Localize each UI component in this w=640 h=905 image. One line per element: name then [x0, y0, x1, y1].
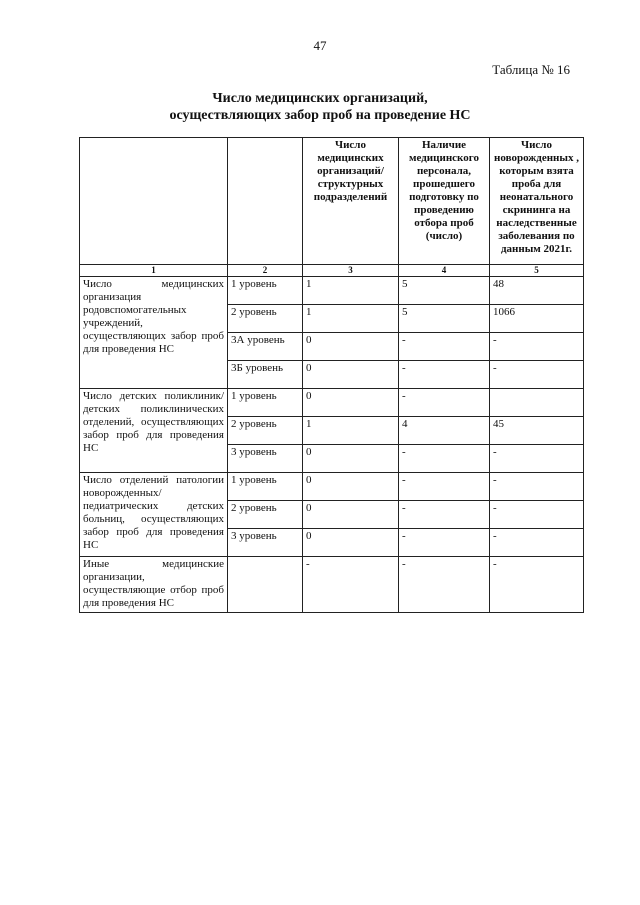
level-cell: 3 уровень [228, 529, 303, 557]
level-cell: 2 уровень [228, 305, 303, 333]
org-type-cell: Иные медицинские организации, осуществляющие отбор проб для проведения НС [80, 557, 228, 613]
table-row [80, 473, 584, 501]
level-cell: 3 уровень [228, 445, 303, 473]
table-row [80, 557, 584, 613]
value-cell: 48 [490, 277, 584, 305]
header-cell: Число новорожденных , которым взята проба для неонатального скрининга на наследственные заболевания по данным 2021г. [490, 138, 584, 265]
value-cell: - [490, 529, 584, 557]
value-cell: - [399, 501, 490, 529]
value-cell: 0 [303, 501, 399, 529]
page-number: 47 [313, 38, 327, 53]
value-cell: 0 [303, 529, 399, 557]
value-cell: 0 [303, 445, 399, 473]
value-cell: 0 [303, 389, 399, 417]
value-cell: 45 [490, 417, 584, 445]
value-cell: 0 [303, 361, 399, 389]
table-title-line-1: Число медицинских организаций, [212, 91, 428, 106]
header-cell [228, 138, 303, 265]
value-cell: - [399, 333, 490, 361]
level-cell: 1 уровень [228, 389, 303, 417]
table-row [80, 277, 584, 305]
value-cell: - [490, 333, 584, 361]
value-cell: 5 [399, 305, 490, 333]
value-cell: - [399, 445, 490, 473]
value-cell: - [490, 361, 584, 389]
value-cell: - [490, 557, 584, 613]
value-cell: 0 [303, 473, 399, 501]
header-row [80, 138, 584, 265]
value-cell: - [399, 557, 490, 613]
value-cell: 1 [303, 305, 399, 333]
org-type-cell: Число медицинских организация родовспомогательных учреждений, осуществляющих забор проб для проведения НС [80, 277, 228, 389]
header-cell [80, 138, 228, 265]
level-cell: 2 уровень [228, 417, 303, 445]
column-number: 1 [80, 265, 228, 277]
value-cell: - [490, 501, 584, 529]
column-number: 5 [490, 265, 584, 277]
level-cell [228, 557, 303, 613]
value-cell: - [490, 473, 584, 501]
level-cell: 2 уровень [228, 501, 303, 529]
level-cell: 3А уровень [228, 333, 303, 361]
value-cell: 0 [303, 333, 399, 361]
level-cell: 1 уровень [228, 473, 303, 501]
header-cell: Число медицинских организаций/ структурных подразделений [303, 138, 399, 265]
value-cell: - [490, 445, 584, 473]
level-cell: 1 уровень [228, 277, 303, 305]
column-number: 2 [228, 265, 303, 277]
column-number: 4 [399, 265, 490, 277]
value-cell: - [399, 389, 490, 417]
table-title [60, 90, 580, 124]
value-cell: 4 [399, 417, 490, 445]
table-label: Таблица № 16 [492, 62, 570, 77]
value-cell: 1 [303, 417, 399, 445]
table-row [80, 389, 584, 417]
value-cell: 1066 [490, 305, 584, 333]
value-cell: - [399, 529, 490, 557]
value-cell: - [303, 557, 399, 613]
column-number: 3 [303, 265, 399, 277]
level-cell: 3Б уровень [228, 361, 303, 389]
data-table [79, 137, 584, 613]
value-cell: - [399, 361, 490, 389]
org-type-cell: Число отделений патологии новорожденных/педиатрических детских больниц, осуществляющих забор проб для проведения НС [80, 473, 228, 557]
value-cell: - [399, 473, 490, 501]
value-cell [490, 389, 584, 417]
column-number-row [80, 265, 584, 277]
value-cell: 1 [303, 277, 399, 305]
value-cell: 5 [399, 277, 490, 305]
org-type-cell: Число детских поликлиник/детских поликлинических отделений, осуществляющих забор проб для проведения НС [80, 389, 228, 473]
header-cell: Наличие медицинского персонала, прошедшего подготовку по проведению отбора проб (число) [399, 138, 490, 265]
table-title-line-2: осуществляющих забор проб на проведение НС [169, 108, 471, 123]
